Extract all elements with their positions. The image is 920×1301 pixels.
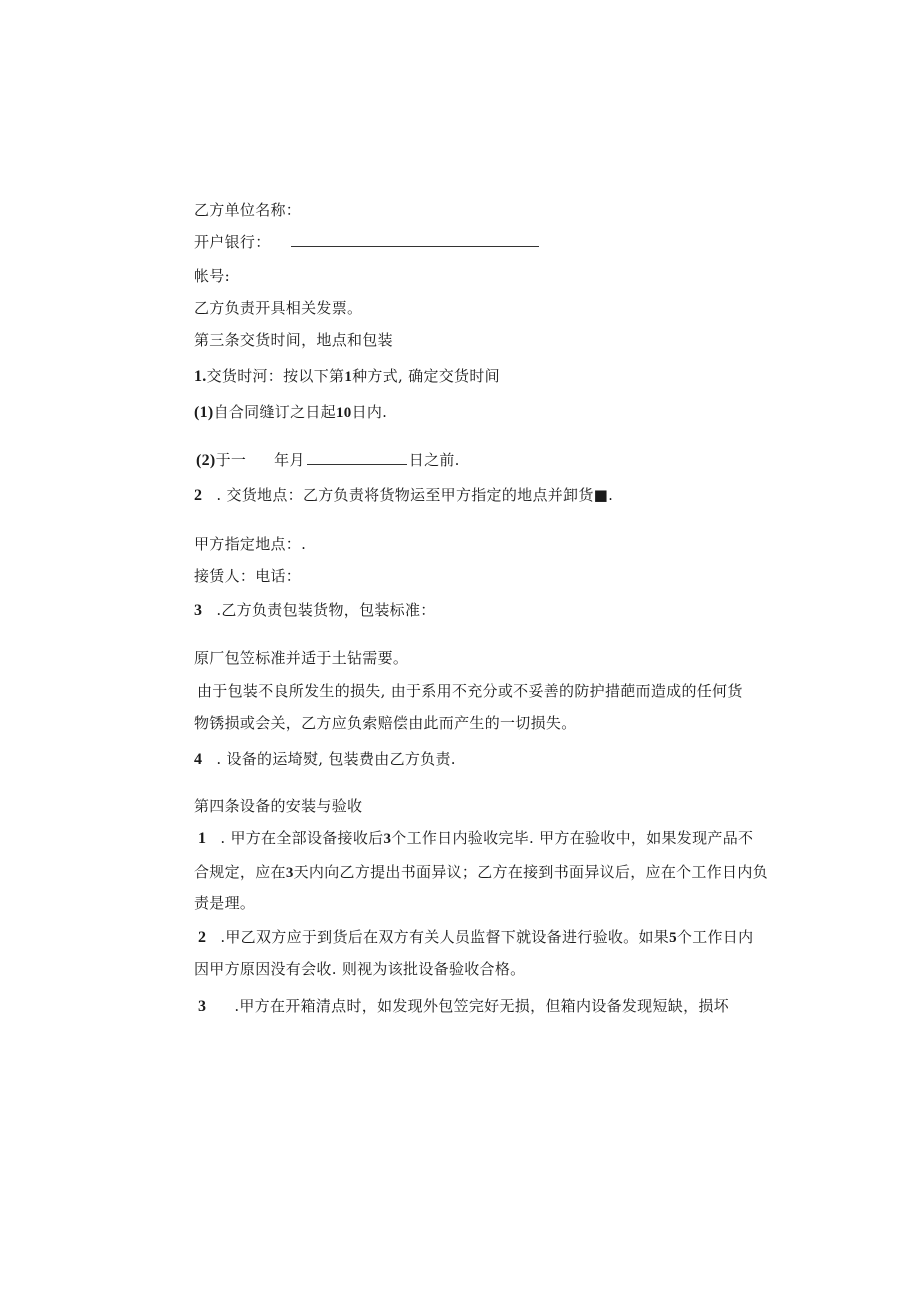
invoice-line: 乙方负责开具相关发票。 — [194, 299, 363, 317]
packaging-loss-line-2: 物锈损或会关，乙方应负索赔偿由此而产生的一切损失。 — [194, 714, 577, 732]
article-3-heading: 第三条交货时间，地点和包装 — [194, 331, 393, 349]
option-2-line: (2)于一 年月 日之前. — [196, 451, 460, 469]
acceptance-clause-1-line-2: 合规定，应在3天内向乙方提出书面异议；乙方在接到书面异议后，应在个工作日内负 — [194, 863, 768, 881]
party-b-name-label: 乙方单位名称： — [194, 201, 302, 219]
bank-blank — [291, 232, 539, 247]
option-1-line: (1)自合同缝订之日起10日内. — [194, 403, 388, 421]
acceptance-clause-2-line-2: 因甲方原因没有会收. 则视为该批设备验收合格。 — [194, 960, 526, 978]
acceptance-clause-1-line-1: 1 . 甲方在全部设备接收后3个工作日内验收完毕. 甲方在验收中，如果发现产品不 — [198, 829, 754, 847]
party-b-name-line — [194, 200, 301, 220]
acceptance-clause-1-line-3: 责是理。 — [194, 894, 256, 912]
clause-4-freight: 4 . 设备的运埼熨, 包装费由乙方负责. — [194, 750, 456, 768]
acceptance-clause-2-line-1: 2 .甲乙双方应于到货后在双方有关人员监督下就设备进行验收。如果5个工作日内 — [198, 928, 754, 946]
bank-line — [194, 232, 539, 252]
receiver-phone-line: 接赁人：电话： — [194, 567, 302, 585]
designated-place-line: 甲方指定地点：. — [194, 535, 307, 553]
packaging-loss-line-1: 由于包装不良所发生的损失, 由于系用不充分或不妥善的防护措葩而造成的任何货 — [197, 682, 743, 700]
acceptance-clause-3-line-1: 3 .甲方在开箱清点时，如发现外包笠完好无损，但箱内设备发现短缺，损坏 — [198, 997, 729, 1015]
date-blank — [307, 450, 407, 465]
account-label: 帐号: — [194, 267, 230, 285]
clause-1-delivery-time: 1.交货时河：按以下第1种方式, 确定交货时间 — [194, 367, 500, 385]
clause-2-delivery-place: 2 . 交货地点：乙方负责将货物运至甲方指定的地点并卸货■. — [194, 486, 614, 504]
clause-3-packaging: 3 .乙方负责包装货物，包装标准： — [194, 601, 436, 619]
article-4-heading: 第四条设备的安装与验收 — [194, 797, 363, 815]
packaging-standard-line: 原厂包笠标准并适于土钻需要。 — [194, 649, 409, 667]
bank-label: 开户银行： — [194, 233, 271, 251]
account-line — [194, 266, 230, 286]
